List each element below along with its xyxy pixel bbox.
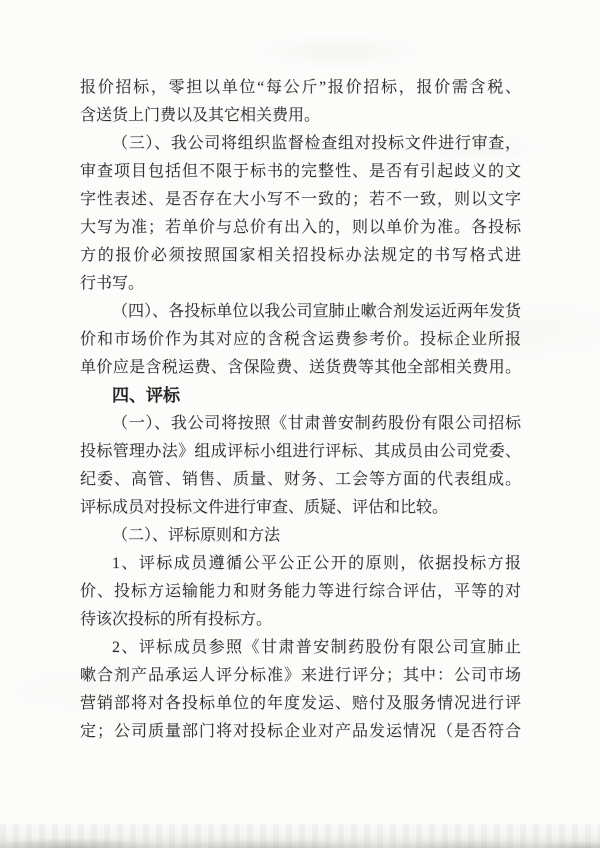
document-text-block [80,74,521,746]
text-line: 评标成员对投标文件进行审查、质疑、评估和比较。 [80,499,449,516]
text-line: 纪委、高管、销售、质量、财务、工会等方面的代表组成。 [80,471,521,488]
text-line: 价、投标方运输能力和财务能力等进行综合评估，平等的对 [80,583,521,600]
subsection-heading: （二）、评标原则和方法 [112,527,281,544]
text-line: 投标管理办法》组成评标小组进行评标、其成员由公司党委、 [80,443,521,460]
text-line: （四）、各投标单位以我公司宣肺止嗽合剂发运近两年发货 [112,303,521,320]
text-line: （三）、我公司将组织监督检查组对投标文件进行审查， [112,135,521,152]
text-line: 营销部将对各投标单位的年度发运、赔付及服务情况进行评 [80,695,521,712]
text-line: 价和市场价作为其对应的含税含运费参考价。投标企业所报 [80,331,521,348]
section-heading: 四、评标 [112,386,180,405]
text-line: 含送货上门费以及其它相关费用。 [80,107,321,124]
text-line: 2、评标成员参照《甘肃普安制药股份有限公司宣肺止 [112,639,521,656]
text-line: 1、评标成员遵循公平公正公开的原则，依据投标方报 [112,555,521,572]
scan-edge-shadow [0,824,600,848]
text-line: 嗽合剂产品承运人评分标准》来进行评分；其中：公司市场 [80,667,521,684]
text-line: 行书写。 [80,275,145,292]
text-line: 报价招标，零担以单位“每公斤”报价招标，报价需含税、 [80,79,521,96]
text-line: （一）、我公司将按照《甘肃普安制药股份有限公司招标 [112,415,521,432]
text-line: 定；公司质量部门将对投标企业对产品发运情况（是否符合 [80,723,521,740]
text-line: 方的报价必须按照国家相关招投标办法规定的书写格式进 [80,247,521,264]
text-line: 大写为准；若单价与总价有出入的，则以单价为准。各投标 [80,219,521,236]
text-line: 待该次投标的所有投标方。 [80,611,273,628]
text-line: 单价应是含税运费、含保险费、送货费等其他全部相关费用。 [80,359,521,376]
text-line: 字性表述、是否存在大小写不一致的；若不一致，则以文字 [80,191,521,208]
text-line: 审查项目包括但不限于标书的完整性、是否有引起歧义的文 [80,163,521,180]
